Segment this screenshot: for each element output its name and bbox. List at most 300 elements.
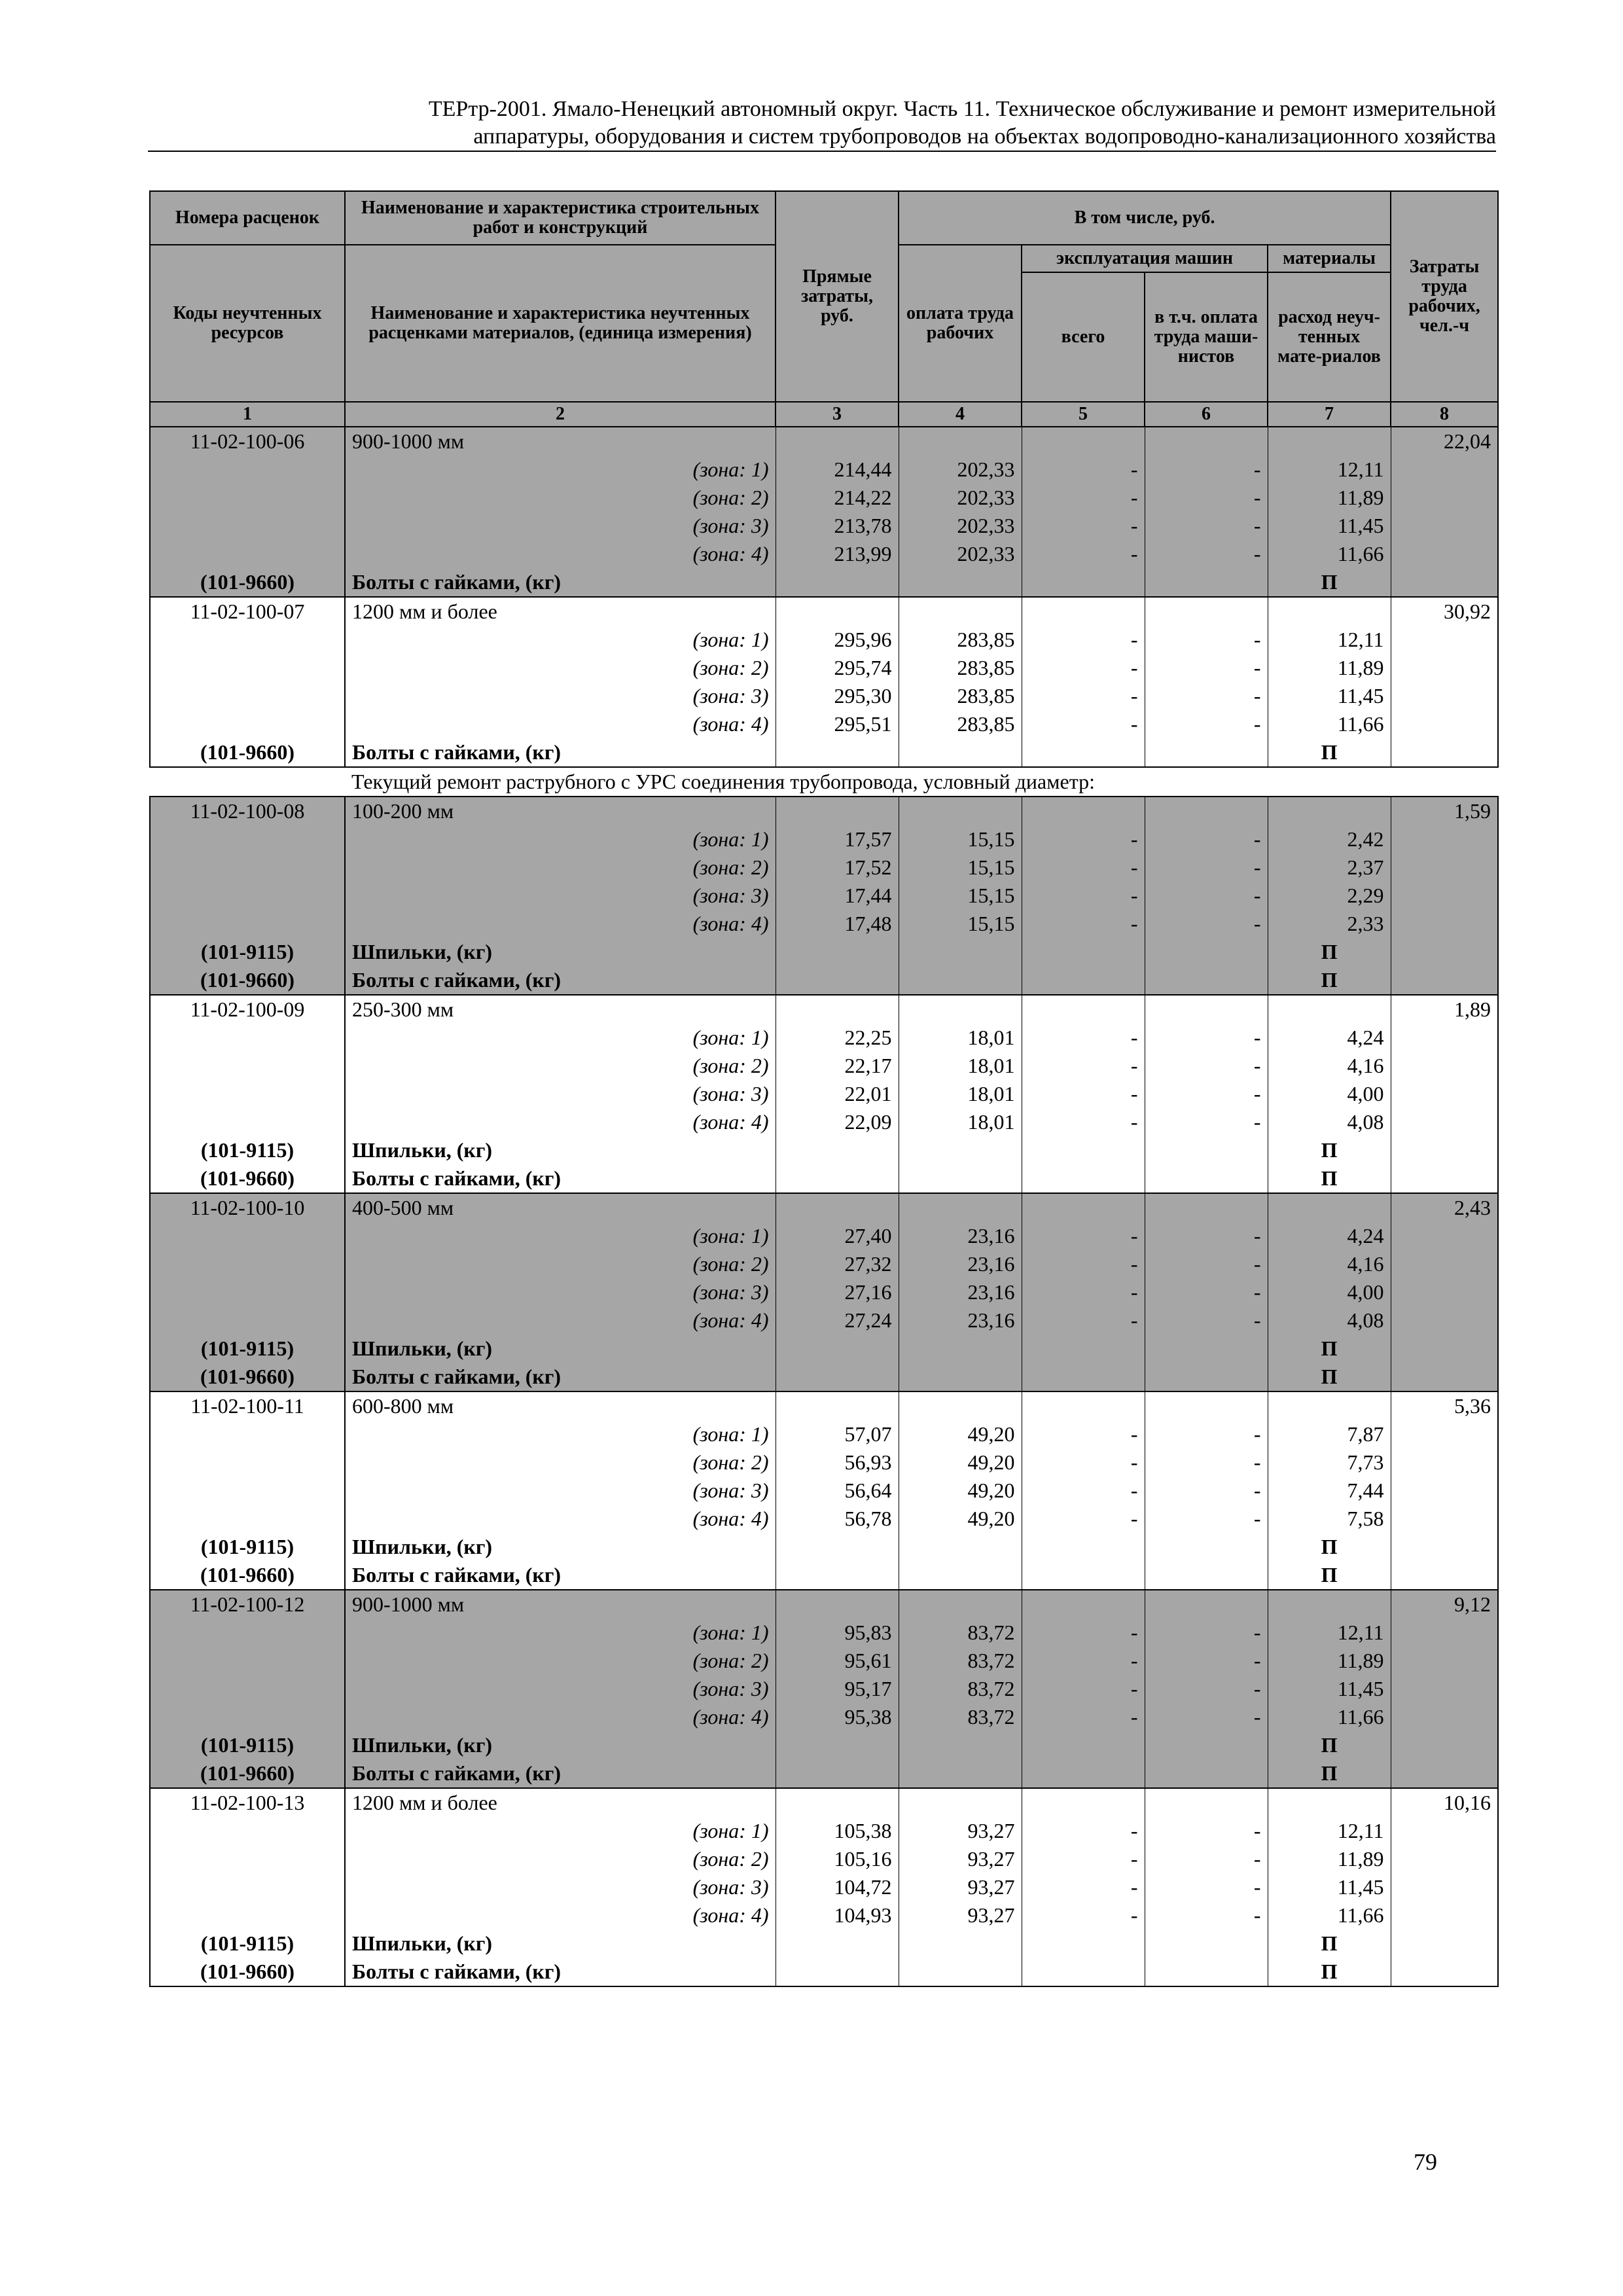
direct-costs: 27,40 (776, 1222, 899, 1250)
empty-cell (1268, 1788, 1391, 1817)
empty-cell (899, 1164, 1022, 1193)
empty-cell (1022, 1164, 1145, 1193)
machine-total: - (1022, 484, 1145, 512)
machine-total: - (1022, 710, 1145, 738)
empty-cell (1145, 1136, 1268, 1164)
rate-name: 900-1000 мм (345, 1590, 776, 1619)
machinist-pay: - (1145, 456, 1268, 484)
labor-pay: 15,15 (899, 910, 1022, 938)
direct-costs: 27,24 (776, 1306, 899, 1335)
resource-code: (101-9660) (150, 568, 345, 597)
machinist-pay: - (1145, 1703, 1268, 1731)
direct-costs: 295,74 (776, 654, 899, 682)
empty-cell (899, 1335, 1022, 1363)
empty-cell (899, 568, 1022, 597)
rate-row (150, 1391, 1498, 1420)
empty-cell (150, 1052, 345, 1080)
labor-hours: 9,12 (1391, 1590, 1498, 1619)
zone-row (150, 1619, 1498, 1647)
zone-row (150, 1080, 1498, 1108)
empty-cell (1145, 568, 1268, 597)
empty-cell (899, 966, 1022, 995)
machinist-pay: - (1145, 910, 1268, 938)
machinist-pay: - (1145, 853, 1268, 882)
material-cost: 2,42 (1268, 825, 1391, 853)
empty-cell (1391, 882, 1498, 910)
direct-costs: 17,44 (776, 882, 899, 910)
material-cost: 11,89 (1268, 484, 1391, 512)
empty-cell (1145, 1958, 1268, 1986)
zone-row (150, 1250, 1498, 1278)
zone-row (150, 484, 1498, 512)
empty-cell (1391, 1505, 1498, 1533)
machine-total: - (1022, 1052, 1145, 1080)
empty-cell (1391, 1675, 1498, 1703)
empty-cell (1022, 1533, 1145, 1561)
col-work-name: Наименование и характеристика строительных работ и конструкций (345, 191, 776, 245)
zone-row (150, 1901, 1498, 1929)
machine-total: - (1022, 1647, 1145, 1675)
empty-cell (1391, 1335, 1498, 1363)
empty-cell (776, 1788, 899, 1817)
zone-row (150, 626, 1498, 654)
resource-name: Шпильки, (кг) (345, 1533, 776, 1561)
empty-cell (776, 1193, 899, 1222)
resource-code: (101-9115) (150, 1136, 345, 1164)
zone-row (150, 1845, 1498, 1873)
empty-cell (1391, 654, 1498, 682)
machinist-pay: - (1145, 1817, 1268, 1845)
direct-costs: 213,99 (776, 540, 899, 568)
zone-label: (зона: 3) (345, 512, 776, 540)
zone-row (150, 512, 1498, 540)
empty-cell (1391, 682, 1498, 710)
zone-label: (зона: 1) (345, 1817, 776, 1845)
machine-total: - (1022, 1108, 1145, 1136)
col-number: 7 (1268, 402, 1391, 427)
rates-table-container (149, 190, 1491, 1987)
resource-code: (101-9115) (150, 1929, 345, 1958)
empty-cell (1145, 1391, 1268, 1420)
zone-label: (зона: 4) (345, 1901, 776, 1929)
zone-row (150, 1873, 1498, 1901)
machinist-pay: - (1145, 710, 1268, 738)
empty-cell (776, 966, 899, 995)
machinist-pay: - (1145, 1647, 1268, 1675)
empty-cell (1391, 1703, 1498, 1731)
resource-code: (101-9660) (150, 1759, 345, 1788)
empty-cell (1145, 427, 1268, 456)
machinist-pay: - (1145, 825, 1268, 853)
machine-total: - (1022, 882, 1145, 910)
material-cost: 7,58 (1268, 1505, 1391, 1533)
col-labor-hours: Затраты труда рабочих, чел.-ч (1391, 191, 1498, 402)
rate-row (150, 597, 1498, 626)
labor-pay: 283,85 (899, 626, 1022, 654)
empty-cell (150, 512, 345, 540)
col-resource-codes: Коды неучтенных ресурсов (150, 245, 345, 402)
rate-row (150, 1193, 1498, 1222)
labor-pay: 93,27 (899, 1845, 1022, 1873)
labor-hours: 30,92 (1391, 597, 1498, 626)
empty-cell (1391, 1817, 1498, 1845)
empty-cell (1145, 1335, 1268, 1363)
resource-row (150, 738, 1498, 767)
empty-cell (899, 1731, 1022, 1759)
empty-cell (150, 882, 345, 910)
rate-code: 11-02-100-11 (150, 1391, 345, 1420)
direct-costs: 95,83 (776, 1619, 899, 1647)
rate-code: 11-02-100-08 (150, 797, 345, 825)
empty-cell (1391, 1306, 1498, 1335)
direct-costs: 105,38 (776, 1817, 899, 1845)
zone-label: (зона: 3) (345, 1080, 776, 1108)
resource-name: Болты с гайками, (кг) (345, 1958, 776, 1986)
empty-cell (150, 1222, 345, 1250)
material-cost: 4,16 (1268, 1250, 1391, 1278)
col-number: 1 (150, 402, 345, 427)
machinist-pay: - (1145, 484, 1268, 512)
rate-code: 11-02-100-13 (150, 1788, 345, 1817)
zone-label: (зона: 2) (345, 484, 776, 512)
labor-hours: 10,16 (1391, 1788, 1498, 1817)
labor-pay: 49,20 (899, 1420, 1022, 1448)
empty-cell (776, 1335, 899, 1363)
empty-cell (150, 1080, 345, 1108)
machinist-pay: - (1145, 1420, 1268, 1448)
zone-label: (зона: 2) (345, 1647, 776, 1675)
empty-cell (899, 797, 1022, 825)
empty-cell (1391, 1759, 1498, 1788)
zone-label: (зона: 2) (345, 1845, 776, 1873)
zone-row (150, 1108, 1498, 1136)
empty-cell (150, 910, 345, 938)
resource-mark: П (1268, 738, 1391, 767)
zone-label: (зона: 4) (345, 1703, 776, 1731)
empty-cell (1391, 1958, 1498, 1986)
resource-row (150, 966, 1498, 995)
resource-row (150, 1136, 1498, 1164)
empty-cell (1022, 1335, 1145, 1363)
rate-name: 600-800 мм (345, 1391, 776, 1420)
document-header (148, 96, 1496, 152)
machine-total: - (1022, 1250, 1145, 1278)
material-cost: 12,11 (1268, 1817, 1391, 1845)
col-number: 4 (899, 402, 1022, 427)
resource-mark: П (1268, 1759, 1391, 1788)
resource-name: Шпильки, (кг) (345, 1731, 776, 1759)
resource-row (150, 1335, 1498, 1363)
direct-costs: 57,07 (776, 1420, 899, 1448)
zone-label: (зона: 3) (345, 1675, 776, 1703)
empty-cell (899, 1561, 1022, 1590)
direct-costs: 22,25 (776, 1024, 899, 1052)
empty-cell (150, 1703, 345, 1731)
labor-pay: 23,16 (899, 1306, 1022, 1335)
empty-cell (1391, 1647, 1498, 1675)
empty-cell (1022, 1590, 1145, 1619)
empty-cell (1391, 710, 1498, 738)
material-cost: 4,08 (1268, 1108, 1391, 1136)
labor-pay: 23,16 (899, 1278, 1022, 1306)
col-machinist-pay: в т.ч. оплата труда маши-нистов (1145, 272, 1268, 402)
direct-costs: 295,51 (776, 710, 899, 738)
zone-row (150, 1477, 1498, 1505)
zone-row (150, 654, 1498, 682)
zone-row (150, 1024, 1498, 1052)
labor-pay: 18,01 (899, 1024, 1022, 1052)
empty-cell (1391, 1533, 1498, 1561)
machine-total: - (1022, 1845, 1145, 1873)
machinist-pay: - (1145, 1505, 1268, 1533)
labor-pay: 83,72 (899, 1675, 1022, 1703)
empty-cell (1145, 1561, 1268, 1590)
material-cost: 11,45 (1268, 512, 1391, 540)
empty-cell (1022, 1929, 1145, 1958)
empty-cell (1391, 1873, 1498, 1901)
table-header (150, 191, 1498, 427)
empty-cell (776, 568, 899, 597)
material-cost: 7,87 (1268, 1420, 1391, 1448)
material-cost: 4,08 (1268, 1306, 1391, 1335)
col-total: всего (1022, 272, 1145, 402)
material-cost: 2,29 (1268, 882, 1391, 910)
rate-name: 1200 мм и более (345, 597, 776, 626)
zone-row (150, 882, 1498, 910)
empty-cell (776, 938, 899, 966)
direct-costs: 56,64 (776, 1477, 899, 1505)
section-title: Текущий ремонт раструбного с УРС соединения трубопровода, условный диаметр: (345, 767, 1498, 797)
material-cost: 2,33 (1268, 910, 1391, 938)
empty-cell (1391, 1164, 1498, 1193)
empty-cell (899, 1533, 1022, 1561)
zone-label: (зона: 1) (345, 825, 776, 853)
labor-pay: 83,72 (899, 1619, 1022, 1647)
resource-code: (101-9115) (150, 938, 345, 966)
labor-pay: 18,01 (899, 1052, 1022, 1080)
resource-code: (101-9660) (150, 966, 345, 995)
resource-code: (101-9660) (150, 1164, 345, 1193)
col-number: 3 (776, 402, 899, 427)
zone-label: (зона: 2) (345, 654, 776, 682)
labor-pay: 15,15 (899, 882, 1022, 910)
empty-cell (1391, 568, 1498, 597)
empty-cell (150, 654, 345, 682)
resource-row (150, 1363, 1498, 1391)
material-cost: 11,45 (1268, 682, 1391, 710)
resource-row (150, 1164, 1498, 1193)
zone-row (150, 682, 1498, 710)
empty-cell (1391, 1024, 1498, 1052)
zone-row (150, 540, 1498, 568)
machine-total: - (1022, 1080, 1145, 1108)
empty-cell (150, 1873, 345, 1901)
rate-name: 1200 мм и более (345, 1788, 776, 1817)
machine-total: - (1022, 682, 1145, 710)
empty-cell (776, 797, 899, 825)
resource-name: Шпильки, (кг) (345, 938, 776, 966)
machinist-pay: - (1145, 1080, 1268, 1108)
zone-row (150, 1278, 1498, 1306)
empty-cell (1022, 966, 1145, 995)
rates-table (149, 190, 1499, 1987)
table-body (150, 427, 1498, 1986)
empty-cell (1391, 1420, 1498, 1448)
empty-cell (150, 626, 345, 654)
machine-total: - (1022, 1420, 1145, 1448)
material-cost: 12,11 (1268, 626, 1391, 654)
zone-row (150, 1675, 1498, 1703)
page-number: 79 (1414, 2149, 1437, 2175)
labor-pay: 93,27 (899, 1901, 1022, 1929)
direct-costs: 214,22 (776, 484, 899, 512)
rate-name: 400-500 мм (345, 1193, 776, 1222)
empty-cell (899, 1929, 1022, 1958)
empty-cell (1391, 1250, 1498, 1278)
empty-cell (1268, 1193, 1391, 1222)
machine-total: - (1022, 910, 1145, 938)
empty-cell (776, 1561, 899, 1590)
material-cost: 11,89 (1268, 1845, 1391, 1873)
resource-mark: П (1268, 1363, 1391, 1391)
col-labor-pay: оплата труда рабочих (899, 245, 1022, 402)
resource-row (150, 1731, 1498, 1759)
material-cost: 12,11 (1268, 456, 1391, 484)
empty-cell (1391, 1561, 1498, 1590)
machinist-pay: - (1145, 882, 1268, 910)
empty-cell (776, 1533, 899, 1561)
zone-label: (зона: 1) (345, 626, 776, 654)
machinist-pay: - (1145, 512, 1268, 540)
empty-cell (1145, 1788, 1268, 1817)
material-cost: 4,24 (1268, 1222, 1391, 1250)
machinist-pay: - (1145, 654, 1268, 682)
empty-cell (776, 1391, 899, 1420)
material-cost: 11,66 (1268, 1703, 1391, 1731)
zone-label: (зона: 3) (345, 1873, 776, 1901)
empty-cell (1391, 1222, 1498, 1250)
empty-cell (1022, 738, 1145, 767)
machine-total: - (1022, 1448, 1145, 1477)
resource-mark: П (1268, 1958, 1391, 1986)
resource-row (150, 938, 1498, 966)
machinist-pay: - (1145, 626, 1268, 654)
machine-total: - (1022, 1675, 1145, 1703)
empty-cell (150, 1420, 345, 1448)
col-number: 6 (1145, 402, 1268, 427)
resource-name: Болты с гайками, (кг) (345, 1164, 776, 1193)
labor-hours: 1,89 (1391, 995, 1498, 1024)
machine-total: - (1022, 853, 1145, 882)
empty-cell (150, 710, 345, 738)
resource-code: (101-9660) (150, 1561, 345, 1590)
machinist-pay: - (1145, 1619, 1268, 1647)
col-materials: материалы (1268, 245, 1391, 272)
rate-name: 900-1000 мм (345, 427, 776, 456)
machine-total: - (1022, 1873, 1145, 1901)
empty-cell (150, 540, 345, 568)
labor-pay: 202,33 (899, 540, 1022, 568)
empty-cell (1391, 1363, 1498, 1391)
labor-pay: 93,27 (899, 1817, 1022, 1845)
empty-cell (776, 1958, 899, 1986)
machine-total: - (1022, 540, 1145, 568)
empty-cell (776, 738, 899, 767)
empty-cell (1391, 1108, 1498, 1136)
zone-label: (зона: 1) (345, 456, 776, 484)
zone-row (150, 1703, 1498, 1731)
machine-total: - (1022, 512, 1145, 540)
zone-row (150, 825, 1498, 853)
rate-code: 11-02-100-09 (150, 995, 345, 1024)
machinist-pay: - (1145, 1222, 1268, 1250)
labor-pay: 83,72 (899, 1647, 1022, 1675)
material-cost: 11,45 (1268, 1873, 1391, 1901)
empty-cell (1022, 1136, 1145, 1164)
empty-cell (150, 1477, 345, 1505)
empty-cell (150, 1108, 345, 1136)
resource-mark: П (1268, 966, 1391, 995)
direct-costs: 95,38 (776, 1703, 899, 1731)
labor-pay: 15,15 (899, 853, 1022, 882)
machine-total: - (1022, 1619, 1145, 1647)
zone-label: (зона: 2) (345, 1448, 776, 1477)
zone-label: (зона: 2) (345, 853, 776, 882)
empty-cell (1145, 1731, 1268, 1759)
empty-cell (899, 1788, 1022, 1817)
rate-code: 11-02-100-07 (150, 597, 345, 626)
direct-costs: 56,78 (776, 1505, 899, 1533)
empty-cell (1022, 1958, 1145, 1986)
direct-costs: 213,78 (776, 512, 899, 540)
empty-cell (1391, 825, 1498, 853)
empty-cell (899, 1590, 1022, 1619)
empty-cell (899, 995, 1022, 1024)
resource-name: Болты с гайками, (кг) (345, 738, 776, 767)
direct-costs: 295,30 (776, 682, 899, 710)
header-line-2: аппаратуры, оборудования и систем трубопроводов на объектах водопроводно-канализационного хозяйства (473, 124, 1496, 149)
labor-pay: 202,33 (899, 456, 1022, 484)
empty-cell (899, 738, 1022, 767)
labor-pay: 23,16 (899, 1222, 1022, 1250)
zone-label: (зона: 3) (345, 1477, 776, 1505)
empty-cell (1391, 456, 1498, 484)
resource-row (150, 1759, 1498, 1788)
empty-cell (1391, 512, 1498, 540)
empty-cell (1145, 1533, 1268, 1561)
labor-hours: 22,04 (1391, 427, 1498, 456)
empty-cell (1022, 1391, 1145, 1420)
empty-cell (1022, 797, 1145, 825)
empty-cell (1022, 568, 1145, 597)
direct-costs: 27,16 (776, 1278, 899, 1306)
labor-pay: 18,01 (899, 1080, 1022, 1108)
empty-cell (1022, 1363, 1145, 1391)
machine-total: - (1022, 456, 1145, 484)
empty-cell (1391, 1477, 1498, 1505)
resource-code: (101-9115) (150, 1533, 345, 1561)
empty-cell (776, 995, 899, 1024)
machinist-pay: - (1145, 1306, 1268, 1335)
empty-cell (150, 1675, 345, 1703)
labor-pay: 283,85 (899, 710, 1022, 738)
direct-costs: 295,96 (776, 626, 899, 654)
resource-code: (101-9660) (150, 1958, 345, 1986)
direct-costs: 105,16 (776, 1845, 899, 1873)
zone-label: (зона: 4) (345, 1306, 776, 1335)
resource-code: (101-9115) (150, 1335, 345, 1363)
resource-mark: П (1268, 1136, 1391, 1164)
